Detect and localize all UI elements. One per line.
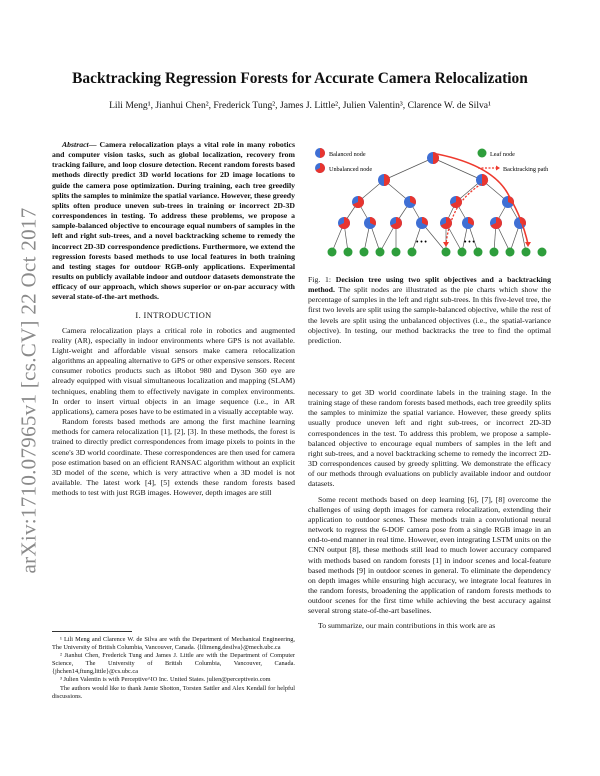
arxiv-stamp[interactable] xyxy=(14,195,44,585)
leaf-node xyxy=(506,248,515,257)
unbalanced-node xyxy=(462,217,474,229)
unbalanced-node xyxy=(338,217,350,229)
unbalanced-node xyxy=(404,196,416,208)
legend-unbalanced-icon xyxy=(315,163,325,173)
leaf-node xyxy=(408,248,417,257)
unbalanced-node xyxy=(390,217,402,229)
decision-tree-diagram xyxy=(306,140,552,270)
author-list: Lili Meng¹, Jianhui Chen², Frederick Tung², James J. Little², Julien Valentin³, Clarence W. de Silva¹ xyxy=(109,100,491,111)
leaf-node xyxy=(442,248,451,257)
tree-edge xyxy=(384,158,433,180)
section-heading-introduction: I. INTRODUCTION xyxy=(135,310,212,320)
tree-ellipsis-right: • • • xyxy=(464,238,475,246)
leaf-node xyxy=(376,248,385,257)
tree-ellipsis-left: • • • xyxy=(416,238,427,246)
footnote-3: ³ Julien Valentin is with Perceptive^IO Inc. United States. julien@perceptiveio.com xyxy=(60,676,271,684)
intro-paragraph-2: Random forests based methods are among the first machine learning methods for camera relocalization [1], [2], [3]. In these methods, the forest is trained to directly predict correspondences from image pixels to points in the scene's 3D world coordinate. These correspondences are then used for camera pose estimation based on an efficient RANSAC algorithm without an explicit 3D model of the scene, which is very attractive when a 3D model is not available. The latest work [4], [5] extends these random forests based methods to test with just RGB images. However, depth images are still xyxy=(52,417,295,498)
unbalanced-node xyxy=(450,196,462,208)
abstract-lead: Abstract xyxy=(62,140,89,149)
legend-backtracking-label: Backtracking path xyxy=(503,166,549,173)
caption-label: Fig. 1: xyxy=(308,275,336,284)
right-paragraph-1: necessary to get 3D world coordinate labels in the training stage. In the training stage of these random forests based methods, each tree greedily splits the samples to minimize the spatial variance. However, these greedy splits usually produce uneven left and right sub-trees, or incorrect 2D-3D correspondences in the test. To address this problem, we propose a sample-balanced objective to encourage equal numbers of samples in the left and right sub-trees, and a novel backtracking scheme to remedy the incorrect 2D-3D correspondences caused by greedy splitting. We demonstrate the efficacy of our methods through evaluations on publicly available indoor and outdoor datasets. xyxy=(308,388,551,489)
leaf-node xyxy=(458,248,467,257)
legend-balanced-icon xyxy=(315,148,325,158)
right-paragraph-3: To summarize, our main contributions in this work are as xyxy=(318,621,496,631)
left-column xyxy=(52,140,295,498)
figure-caption xyxy=(308,275,551,346)
footnote-1: ¹ Lili Meng and Clarence W. de Silva are with the Department of Mechanical Engineering, The University of British Columbia, Vancouver, Canada. {lilimeng,desilva}@mech.ubc.ca xyxy=(52,636,295,652)
footnotes xyxy=(52,631,295,701)
leaf-node xyxy=(490,248,499,257)
leaf-node xyxy=(392,248,401,257)
footnote-acknowledgement: The authors would like to thank Jamie Shotton, Torsten Sattler and Alex Kendall for helpful discussions. xyxy=(52,684,295,700)
right-column xyxy=(308,388,551,632)
leaf-node xyxy=(344,248,353,257)
legend-leaf-label: Leaf node xyxy=(490,151,515,158)
leaf-node xyxy=(522,248,531,257)
backtracking-path-arrow xyxy=(443,242,449,247)
unbalanced-node xyxy=(490,217,502,229)
figure-decision-tree xyxy=(306,140,552,270)
abstract-text: — Camera relocalization plays a vital role in many robotics and computer vision tasks, such as global localization, recovery from tracking failure, and loop closure detection. Recent random forests based methods directly predict 3D world locations for 2D image locations to guide the camera pose optimization. During training, each tree greedily splits the samples to minimize the spatial variance. However, these greedy splits often produce uneven sub-trees in training or incorrect 2D-3D correspondences in testing. To address these problems, we propose a sample-balanced objective to encourage equal numbers of samples in the left and right sub-trees, and a novel backtracking scheme to remedy the incorrect 2D-3D correspondence predictions. Furthermore, we extend the regression forests based methods to use local features in both training and testing stages for outdoor RGB-only applications. Experimental results on publicly available indoor and outdoor datasets demonstrate the efficacy of our approach, which shows superior or on-par accuracy with several state-of-the-art methods. xyxy=(52,140,295,302)
legend-balanced-label: Balanced node xyxy=(329,151,366,158)
legend-leaf-icon xyxy=(478,149,487,158)
balanced-node xyxy=(378,174,390,186)
tree-edge xyxy=(433,158,482,180)
leaf-node xyxy=(328,248,337,257)
right-paragraph-2: Some recent methods based on deep learning [6], [7], [8] overcome the challenges of using depth images for camera relocalization, extending their application to outdoor scenes. These methods train a convolutional neural network to regress the 6-DOF camera pose from a single RGB image in an end-to-end manner in real time. However, even integrating LSTM units on the CNN output [8], these methods still lead to much lower accuracy compared with methods based on random forests [1] in indoor scenes and local-feature based methods [9] in outdoor scenes in general. To eliminate the dependency on depth images while ensuring high accuracy, we integrate local features in the random forests, broadening the application of random forests methods to outdoor scenes for the first time while achieving the best accuracy against several strong state-of-the-art baselines. xyxy=(308,494,551,616)
intro-paragraph-1: Camera relocalization plays a critical role in robotics and augmented reality (AR), especially in indoor environments where GPS is not available. Light-weight and affordable visual sensors make camera relocalization algorithms an appealing alternative to GPS or other expensive sensors. Recent consumer robotics products such as iRobot 980 and Dyson 360 eye are already equipped with visual simultaneous localization and mapping (SLAM) techniques, enabling them to effectively navigate in complex environments. In order to insert virtual objects in an image sequence (i.e., in AR applications), camera poses have to be estimated in a visually acceptable way. xyxy=(52,325,295,416)
leaf-node xyxy=(360,248,369,257)
caption-bold: Decision tree using two split objectives and a backtracking method. xyxy=(308,275,551,295)
abstract xyxy=(52,140,295,303)
arxiv-stamp-text: arXiv:1710.07965v1 [cs.CV] 22 Oct 2017 xyxy=(16,206,41,574)
leaf-node xyxy=(538,248,547,257)
unbalanced-node xyxy=(364,217,376,229)
footnote-2: ² Jianhui Chen, Frederick Tung and James J. Little are with the Department of Computer Science, The University of British Columbia, Vancouver, Canada. {jhchen14,ftung,little}@cs.ubc.ca xyxy=(52,652,295,676)
unbalanced-node xyxy=(416,217,428,229)
unbalanced-node xyxy=(352,196,364,208)
greedy-path-arrow xyxy=(525,242,531,247)
leaf-node xyxy=(474,248,483,257)
paper-title: Backtracking Regression Forests for Accurate Camera Relocalization xyxy=(72,70,528,87)
caption-text: The split nodes are illustrated as the pie charts which show the percentage of samples in the left and right sub-trees. In this five-level tree, the first two levels are split using the sample-balanced objective, while the rest of the levels are split using the unbalanced objectives (i.e., the spatial-variance objective). In testing, our method backtracks the tree to find the optimal prediction. xyxy=(308,285,551,345)
balanced-node xyxy=(476,174,488,186)
footnote-rule xyxy=(52,631,132,632)
legend-unbalanced-label: Unbalanced node xyxy=(329,166,373,173)
